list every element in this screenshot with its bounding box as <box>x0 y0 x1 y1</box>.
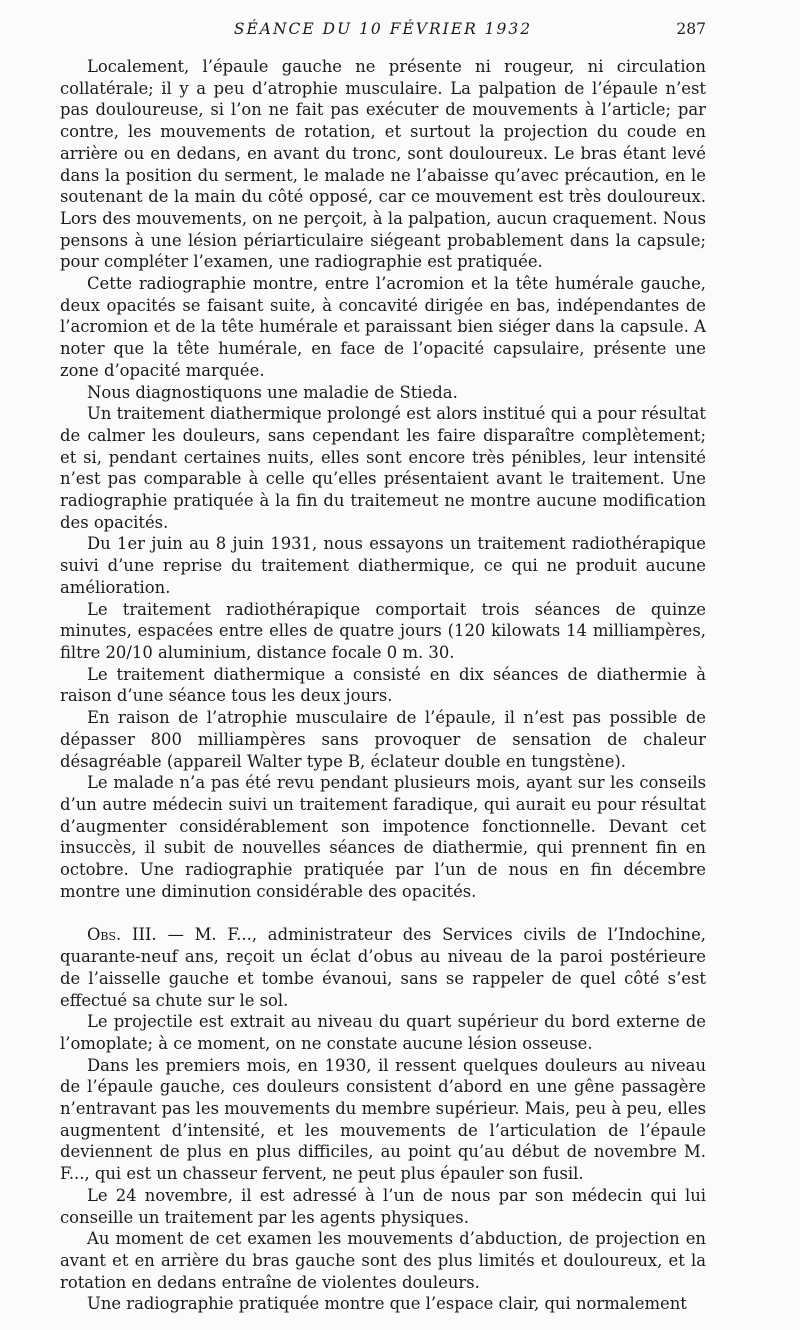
observation-label: Obs. III. <box>87 925 157 945</box>
paragraph: Le projectile est extrait au niveau du quart supérieur du bord externe de l’omoplate; à ce moment, on ne constate aucune lésion osseuse. <box>60 1012 706 1053</box>
observation-text: — M. F..., administrateur des Services civils de l’Indochine, quarante-neuf ans, reçoit un éclat d’obus au niveau de la paroi postérieure de l’aisselle gauche et tombe évanoui, sans se rappeler de quel côté s’est effectué sa chute sur le sol. <box>60 925 706 1010</box>
running-head: SÉANCE DU 10 FÉVRIER 1932 <box>233 20 533 38</box>
paragraph: Le traitement diathermique a consisté en dix séances de diathermie à raison d’une séance tous les deux jours. <box>60 664 706 706</box>
paragraph: Cette radiographie montre, entre l’acromion et la tête humérale gauche, deux opacités se faisant suite, à concavité dirigée en bas, indépendantes de l’acromion et de la tête humérale et paraissant bien siéger dans la capsule. A noter que la tête humérale, en face de l’opacité capsulaire, présente une zone d’opacité marquée. <box>60 274 706 380</box>
paragraph: Localement, l’épaule gauche ne présente ni rougeur, ni circulation collatérale; il y a peu d’atrophie musculaire. La palpation de l’épaule n’est pas douloureuse, si l’on ne fait pas exécuter de mouvements à l’article; par contre, les mouvements de rotation, et surtout la projection du coude en arrière ou en dedans, en avant du tronc, sont douloureux. Le bras étant levé dans la position du serment, le malade ne l’abaisse qu’avec précaution, en le soutenant de la main du côté opposé, car ce mouvement est très douloureux. Lors des mouvements, on ne perçoit, à la palpation, aucun craquement. Nous pensons à une lésion périarticulaire siégeant probablement dans la capsule; pour compléter l’examen, une radiographie est pratiquée. <box>60 57 706 272</box>
paragraph: Le 24 novembre, il est adressé à l’un de nous par son médecin qui lui conseille un traitement par les agents physiques. <box>60 1185 706 1227</box>
body-text <box>60 56 706 1315</box>
paragraph: Une radiographie pratiquée montre que l’espace clair, qui normalement <box>87 1294 687 1314</box>
page-number: 287 <box>676 20 706 38</box>
paragraph: Le traitement radiothérapique comportait trois séances de quinze minutes, espacées entre elles de quatre jours (120 kilowats 14 milliampères, filtre 20/10 aluminium, distance focale 0 m. 30. <box>60 599 706 662</box>
paragraph: Nous diagnostiquons une maladie de Stieda. <box>87 382 458 402</box>
paragraph: Un traitement diathermique prolongé est alors institué qui a pour résultat de calmer les douleurs, sans cependant les faire disparaître complètement; et si, pendant certaines nuits, elles sont encore très pénibles, leur intensité n’est pas comparable à celle qu’elles présentaient avant le traitement. Une radiographie pratiquée à la fin du traitemeut ne montre aucune modification des opacités. <box>60 404 706 532</box>
paragraph: En raison de l’atrophie musculaire de l’épaule, il n’est pas possible de dépasser 800 milliampères sans provoquer de sensation de chaleur désagréable (appareil Walter type B, éclateur double en tungstène). <box>60 708 706 771</box>
page-header <box>60 20 706 44</box>
paragraph: Dans les premiers mois, en 1930, il ressent quelques douleurs au niveau de l’épaule gauche, ces douleurs consistent d’abord en une gêne passagère n’entravant pas les mouvements du membre supérieur. Mais, peu à peu, elles augmentent d’intensité, et les mouvements de l’articulation de l’épaule deviennent de plus en plus difficiles, au point qu’au début de novembre M. F..., qui est un chasseur fervent, ne peut plus épauler son fusil. <box>60 1055 706 1184</box>
observation-paragraph <box>60 924 706 1011</box>
paragraph: Au moment de cet examen les mouvements d’abduction, de projection en avant et en arrière du bras gauche sont des plus limités et douloureux, et la rotation en dedans entraîne de violentes douleurs. <box>60 1229 706 1292</box>
paragraph: Du 1er juin au 8 juin 1931, nous essayons un traitement radiothérapique suivi d’une reprise du traitement diathermique, ce qui ne produit aucune amélioration. <box>60 534 706 597</box>
paragraph: Le malade n’a pas été revu pendant plusieurs mois, ayant sur les conseils d’un autre médecin suivi un traitement faradique, qui aurait eu pour résultat d’augmenter considérablement son impotence fonctionnelle. Devant cet insuccès, il subit de nouvelles séances de diathermie, qui prennent fin en octobre. Une radiographie pratiquée par l’un de nous en fin décembre montre une diminution considérable des opacités. <box>60 773 706 901</box>
